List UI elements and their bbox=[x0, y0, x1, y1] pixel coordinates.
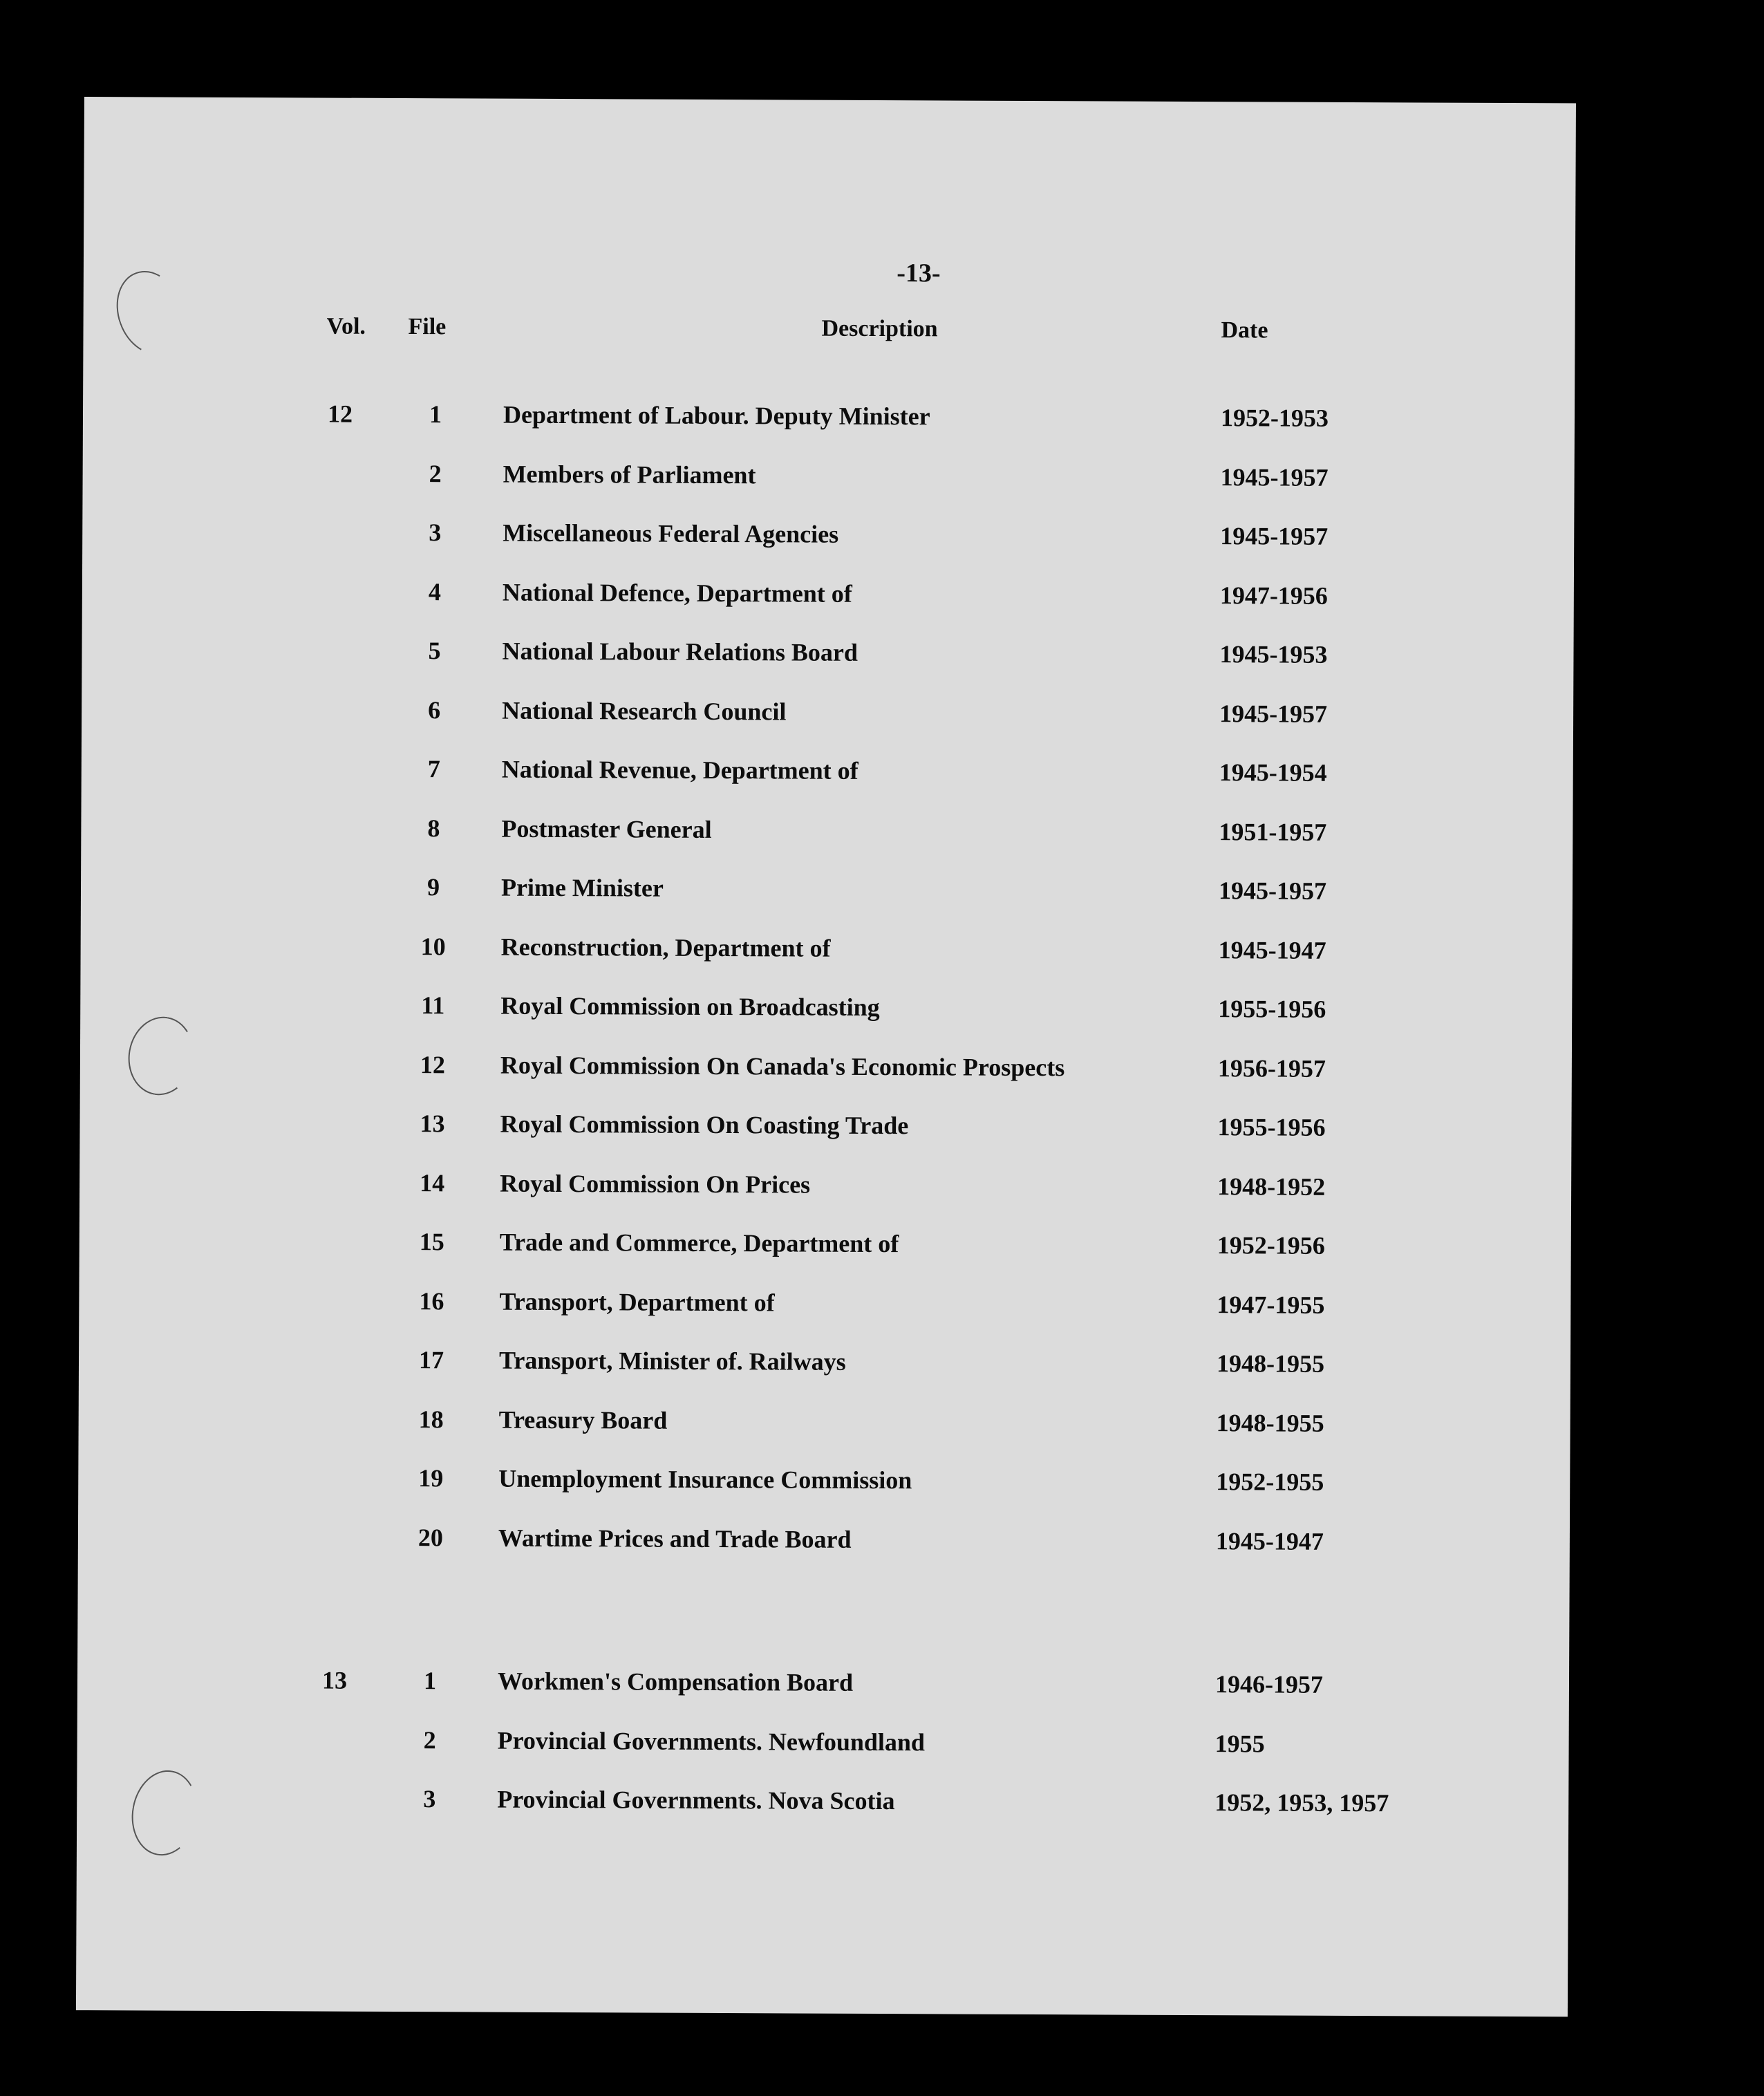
date-cell: 1945-1954 bbox=[1219, 758, 1327, 787]
file-cell: 3 bbox=[423, 1785, 436, 1813]
file-cell: 1 bbox=[429, 400, 442, 429]
header-date: Date bbox=[1221, 317, 1268, 344]
table-row bbox=[78, 1462, 1570, 1528]
date-cell: 1952-1955 bbox=[1216, 1468, 1324, 1496]
table-row bbox=[81, 753, 1573, 818]
date-cell: 1955-1956 bbox=[1218, 995, 1326, 1023]
table-row bbox=[80, 930, 1572, 995]
date-cell: 1947-1956 bbox=[1219, 581, 1328, 610]
date-cell: 1955 bbox=[1214, 1729, 1265, 1757]
header-file: File bbox=[408, 314, 447, 340]
header-description: Description bbox=[821, 315, 938, 342]
description-cell: Unemployment Insurance Commission bbox=[498, 1464, 912, 1495]
description-cell: Royal Commission on Broadcasting bbox=[500, 991, 880, 1022]
records-table bbox=[77, 398, 1575, 1849]
file-cell: 18 bbox=[418, 1405, 444, 1433]
table-row bbox=[82, 693, 1573, 759]
file-cell: 9 bbox=[426, 873, 440, 901]
description-cell: Royal Commission On Coasting Trade bbox=[500, 1110, 909, 1140]
description-cell: Wartime Prices and Trade Board bbox=[498, 1524, 852, 1553]
description-cell: Postmaster General bbox=[501, 814, 712, 843]
description-cell: Trade and Commerce, Department of bbox=[499, 1228, 899, 1258]
date-cell: 1952, 1953, 1957 bbox=[1214, 1788, 1389, 1817]
date-cell: 1948-1955 bbox=[1216, 1408, 1324, 1437]
description-cell: Treasury Board bbox=[498, 1405, 668, 1434]
table-row bbox=[82, 516, 1574, 582]
file-cell: 20 bbox=[417, 1523, 443, 1551]
vol-cell: 13 bbox=[321, 1666, 348, 1694]
vol-cell: 12 bbox=[327, 400, 353, 428]
table-row bbox=[79, 1284, 1570, 1350]
table-row bbox=[81, 812, 1573, 877]
description-cell: Members of Parliament bbox=[503, 460, 756, 489]
punch-hole-mark bbox=[105, 261, 195, 364]
file-cell: 3 bbox=[429, 518, 442, 547]
description-cell: Provincial Governments. Nova Scotia bbox=[497, 1785, 895, 1815]
file-cell: 19 bbox=[418, 1464, 444, 1493]
date-cell: 1945-1957 bbox=[1220, 462, 1329, 492]
table-row bbox=[80, 1048, 1572, 1114]
table-row bbox=[78, 1403, 1570, 1468]
file-cell: 8 bbox=[427, 814, 440, 842]
file-cell: 4 bbox=[428, 577, 441, 606]
description-cell: Miscellaneous Federal Agencies bbox=[503, 518, 839, 548]
document-page bbox=[76, 97, 1576, 2017]
description-cell: National Labour Relations Board bbox=[502, 637, 858, 666]
date-cell: 1955-1956 bbox=[1217, 1113, 1326, 1141]
description-cell: Provincial Governments. Newfoundland bbox=[497, 1726, 926, 1756]
description-cell: Prime Minister bbox=[500, 873, 664, 902]
header-vol: Vol. bbox=[326, 313, 366, 339]
file-cell: 13 bbox=[420, 1110, 445, 1138]
file-cell: 15 bbox=[419, 1228, 444, 1256]
description-cell: Workmen's Compensation Board bbox=[497, 1667, 854, 1696]
file-cell: 14 bbox=[420, 1168, 445, 1197]
description-cell: Transport, Minister of. Railways bbox=[498, 1346, 846, 1376]
description-cell: Royal Commission On Canada's Economic Prospects bbox=[500, 1051, 1065, 1081]
table-row bbox=[82, 635, 1573, 700]
table-row bbox=[79, 1226, 1571, 1291]
file-cell: 5 bbox=[428, 637, 441, 665]
table-row bbox=[77, 1723, 1568, 1789]
file-cell: 12 bbox=[420, 1050, 445, 1078]
date-cell: 1945-1957 bbox=[1218, 877, 1327, 905]
date-cell: 1951-1957 bbox=[1219, 817, 1327, 846]
file-cell: 2 bbox=[429, 459, 442, 487]
table-row bbox=[81, 871, 1573, 937]
date-cell: 1945-1953 bbox=[1219, 640, 1328, 668]
description-cell: Reconstruction, Department of bbox=[500, 933, 831, 962]
table-row bbox=[82, 575, 1574, 641]
date-cell: 1952-1953 bbox=[1220, 404, 1329, 432]
description-cell: National Revenue, Department of bbox=[501, 755, 858, 785]
table-row bbox=[79, 1344, 1570, 1410]
date-cell: 1948-1952 bbox=[1217, 1172, 1326, 1201]
table-row bbox=[79, 1166, 1571, 1232]
page-number: -13- bbox=[897, 259, 941, 288]
file-cell: 17 bbox=[418, 1346, 444, 1374]
date-cell: 1946-1957 bbox=[1214, 1670, 1324, 1699]
file-cell: 10 bbox=[420, 932, 446, 960]
date-cell: 1956-1957 bbox=[1217, 1054, 1326, 1083]
table-row bbox=[83, 398, 1575, 464]
file-cell: 11 bbox=[421, 991, 445, 1020]
file-cell: 16 bbox=[419, 1286, 444, 1315]
table-row bbox=[80, 989, 1572, 1055]
table-row bbox=[77, 1665, 1569, 1730]
date-cell: 1948-1955 bbox=[1216, 1349, 1325, 1378]
date-cell: 1947-1955 bbox=[1217, 1290, 1325, 1319]
table-row bbox=[79, 1107, 1571, 1173]
table-row bbox=[82, 457, 1574, 523]
date-cell: 1952-1956 bbox=[1217, 1231, 1325, 1260]
date-cell: 1945-1947 bbox=[1218, 935, 1326, 964]
table-row bbox=[78, 1521, 1570, 1587]
file-cell: 7 bbox=[427, 755, 440, 783]
file-cell: 1 bbox=[423, 1667, 437, 1695]
description-cell: Department of Labour. Deputy Minister bbox=[503, 400, 930, 431]
date-cell: 1945-1957 bbox=[1219, 699, 1328, 728]
date-cell: 1945-1947 bbox=[1215, 1526, 1324, 1555]
file-cell: 2 bbox=[423, 1725, 436, 1754]
file-cell: 6 bbox=[428, 695, 441, 724]
date-cell: 1945-1957 bbox=[1220, 522, 1329, 550]
description-cell: Royal Commission On Prices bbox=[500, 1169, 811, 1199]
description-cell: National Defence, Department of bbox=[502, 578, 852, 608]
table-row bbox=[77, 1783, 1568, 1849]
description-cell: Transport, Department of bbox=[499, 1287, 775, 1316]
description-cell: National Research Council bbox=[502, 696, 787, 725]
